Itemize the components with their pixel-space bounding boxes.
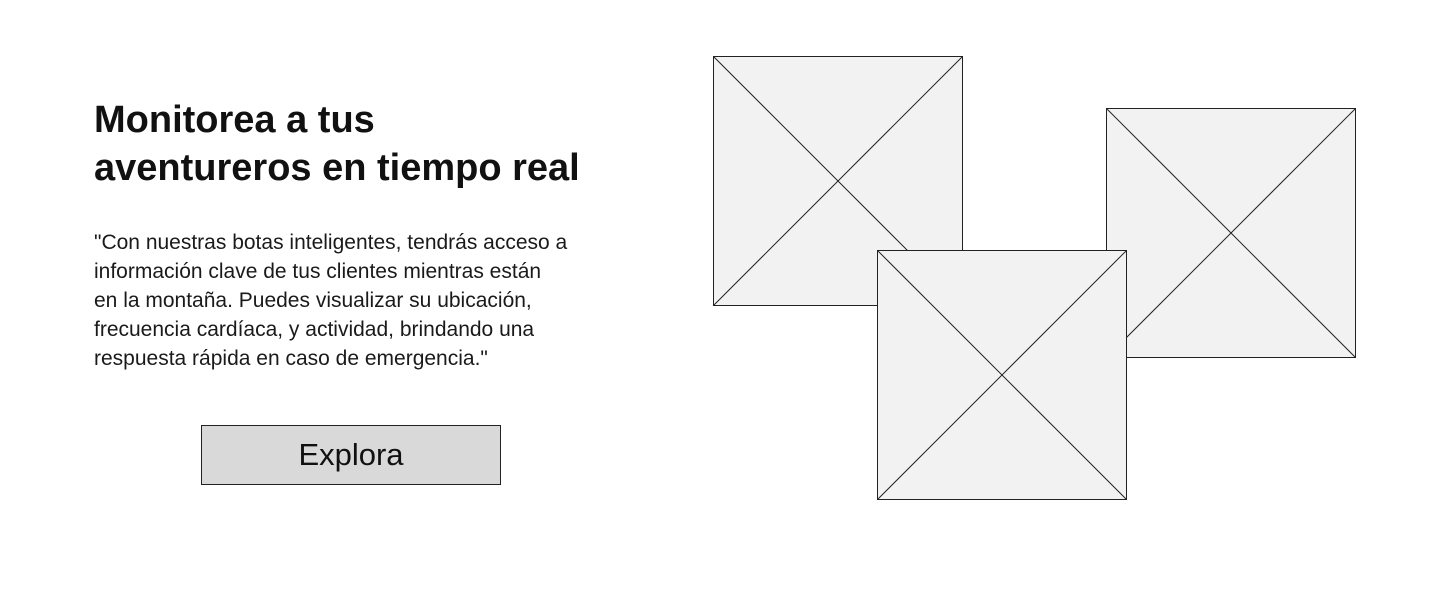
image-placeholder-icon <box>878 251 1126 499</box>
page-title-line: Monitorea a tus <box>94 99 375 141</box>
hero-description-line: información clave de tus clientes mientras están <box>94 260 542 283</box>
hero-description-line: "Con nuestras botas inteligentes, tendrás acceso a <box>94 231 568 254</box>
hero-description-line: respuesta rápida en caso de emergencia." <box>94 347 488 370</box>
image-placeholder-2 <box>1106 108 1356 358</box>
hero-description <box>94 228 694 373</box>
image-placeholder-icon <box>1107 109 1355 357</box>
image-placeholder-3 <box>877 250 1127 500</box>
page-title <box>94 96 694 192</box>
page-title-line: aventureros en tiempo real <box>94 147 580 189</box>
hero-description-line: frecuencia cardíaca, y actividad, brindando una <box>94 318 535 341</box>
hero-description-line: en la montaña. Puedes visualizar su ubicación, <box>94 289 532 312</box>
explore-button[interactable]: Explora <box>201 425 501 485</box>
